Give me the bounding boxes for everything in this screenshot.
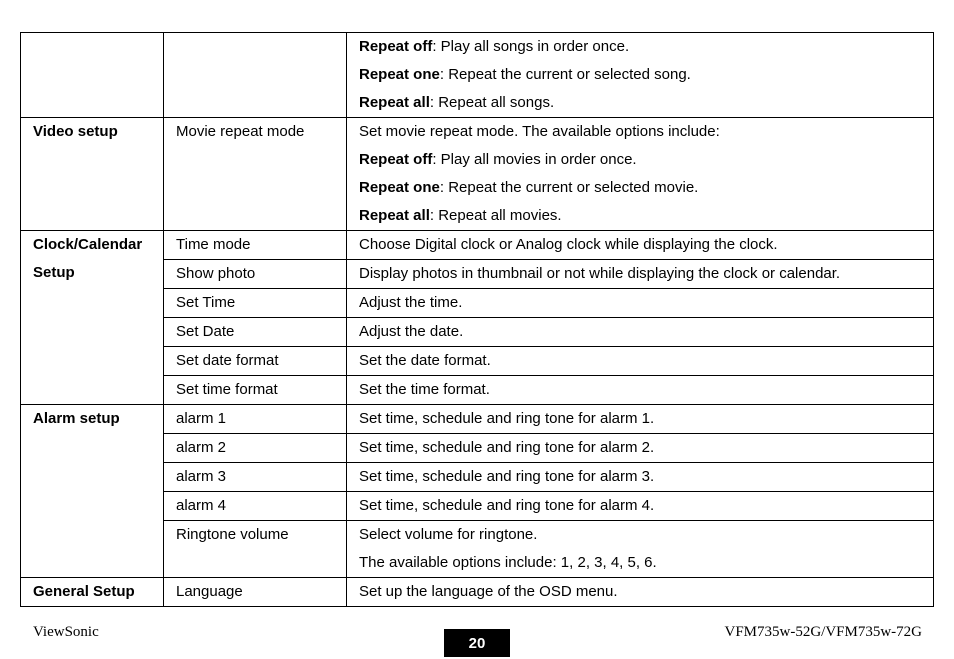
option-cell: alarm 4 (164, 492, 347, 521)
description-cell: Set time, schedule and ring tone for alarm 3. (347, 463, 934, 492)
table-row (21, 33, 934, 118)
footer-model: VFM735w-52G/VFM735w-72G (724, 624, 922, 640)
description-line: Repeat one: Repeat the current or selected movie. (359, 179, 699, 196)
option-cell: Set date format (164, 347, 347, 376)
table-row (21, 405, 934, 434)
page-number: 20 (444, 629, 510, 657)
description-line: Repeat all: Repeat all movies. (359, 207, 562, 224)
description-line: The available options include: 1, 2, 3, 4, 5, 6. (359, 554, 657, 571)
description-line: Set movie repeat mode. The available options include: (359, 123, 720, 140)
description-line: Repeat off: Play all movies in order once. (359, 151, 637, 168)
description-cell: Adjust the date. (347, 318, 934, 347)
category-cell: General Setup (21, 578, 164, 607)
option-cell: Set Time (164, 289, 347, 318)
description-line: Repeat all: Repeat all songs. (359, 94, 555, 111)
table-row (21, 578, 934, 607)
option-cell: alarm 2 (164, 434, 347, 463)
description-cell: Set time, schedule and ring tone for alarm 2. (347, 434, 934, 463)
description-cell: Set the time format. (347, 376, 934, 405)
category-cell (21, 33, 164, 118)
description-cell: Choose Digital clock or Analog clock while displaying the clock. (347, 231, 934, 260)
table-row (21, 118, 934, 231)
description-line: Select volume for ringtone. (359, 526, 538, 543)
description-cell: Display photos in thumbnail or not while displaying the clock or calendar. (347, 260, 934, 289)
option-cell: Set time format (164, 376, 347, 405)
category-cell: Clock/Calendar Setup (21, 231, 164, 405)
option-cell: Time mode (164, 231, 347, 260)
description-cell: Set time, schedule and ring tone for alarm 1. (347, 405, 934, 434)
option-cell: Language (164, 578, 347, 607)
option-cell: Set Date (164, 318, 347, 347)
option-cell (164, 33, 347, 118)
description-cell: Set the date format. (347, 347, 934, 376)
description-line: Repeat one: Repeat the current or selected song. (359, 66, 691, 83)
category-cell: Video setup (21, 118, 164, 231)
description-cell (347, 118, 934, 231)
option-cell: Ringtone volume (164, 521, 347, 578)
settings-table (20, 32, 934, 607)
table-row (21, 231, 934, 260)
category-cell: Alarm setup (21, 405, 164, 578)
option-cell: alarm 3 (164, 463, 347, 492)
option-cell: alarm 1 (164, 405, 347, 434)
footer-brand: ViewSonic (33, 624, 99, 640)
description-line: Repeat off: Play all songs in order once. (359, 38, 630, 55)
option-cell: Movie repeat mode (164, 118, 347, 231)
description-cell: Adjust the time. (347, 289, 934, 318)
description-cell: Set time, schedule and ring tone for alarm 4. (347, 492, 934, 521)
option-cell: Show photo (164, 260, 347, 289)
description-cell (347, 33, 934, 118)
description-cell (347, 521, 934, 578)
description-cell: Set up the language of the OSD menu. (347, 578, 934, 607)
